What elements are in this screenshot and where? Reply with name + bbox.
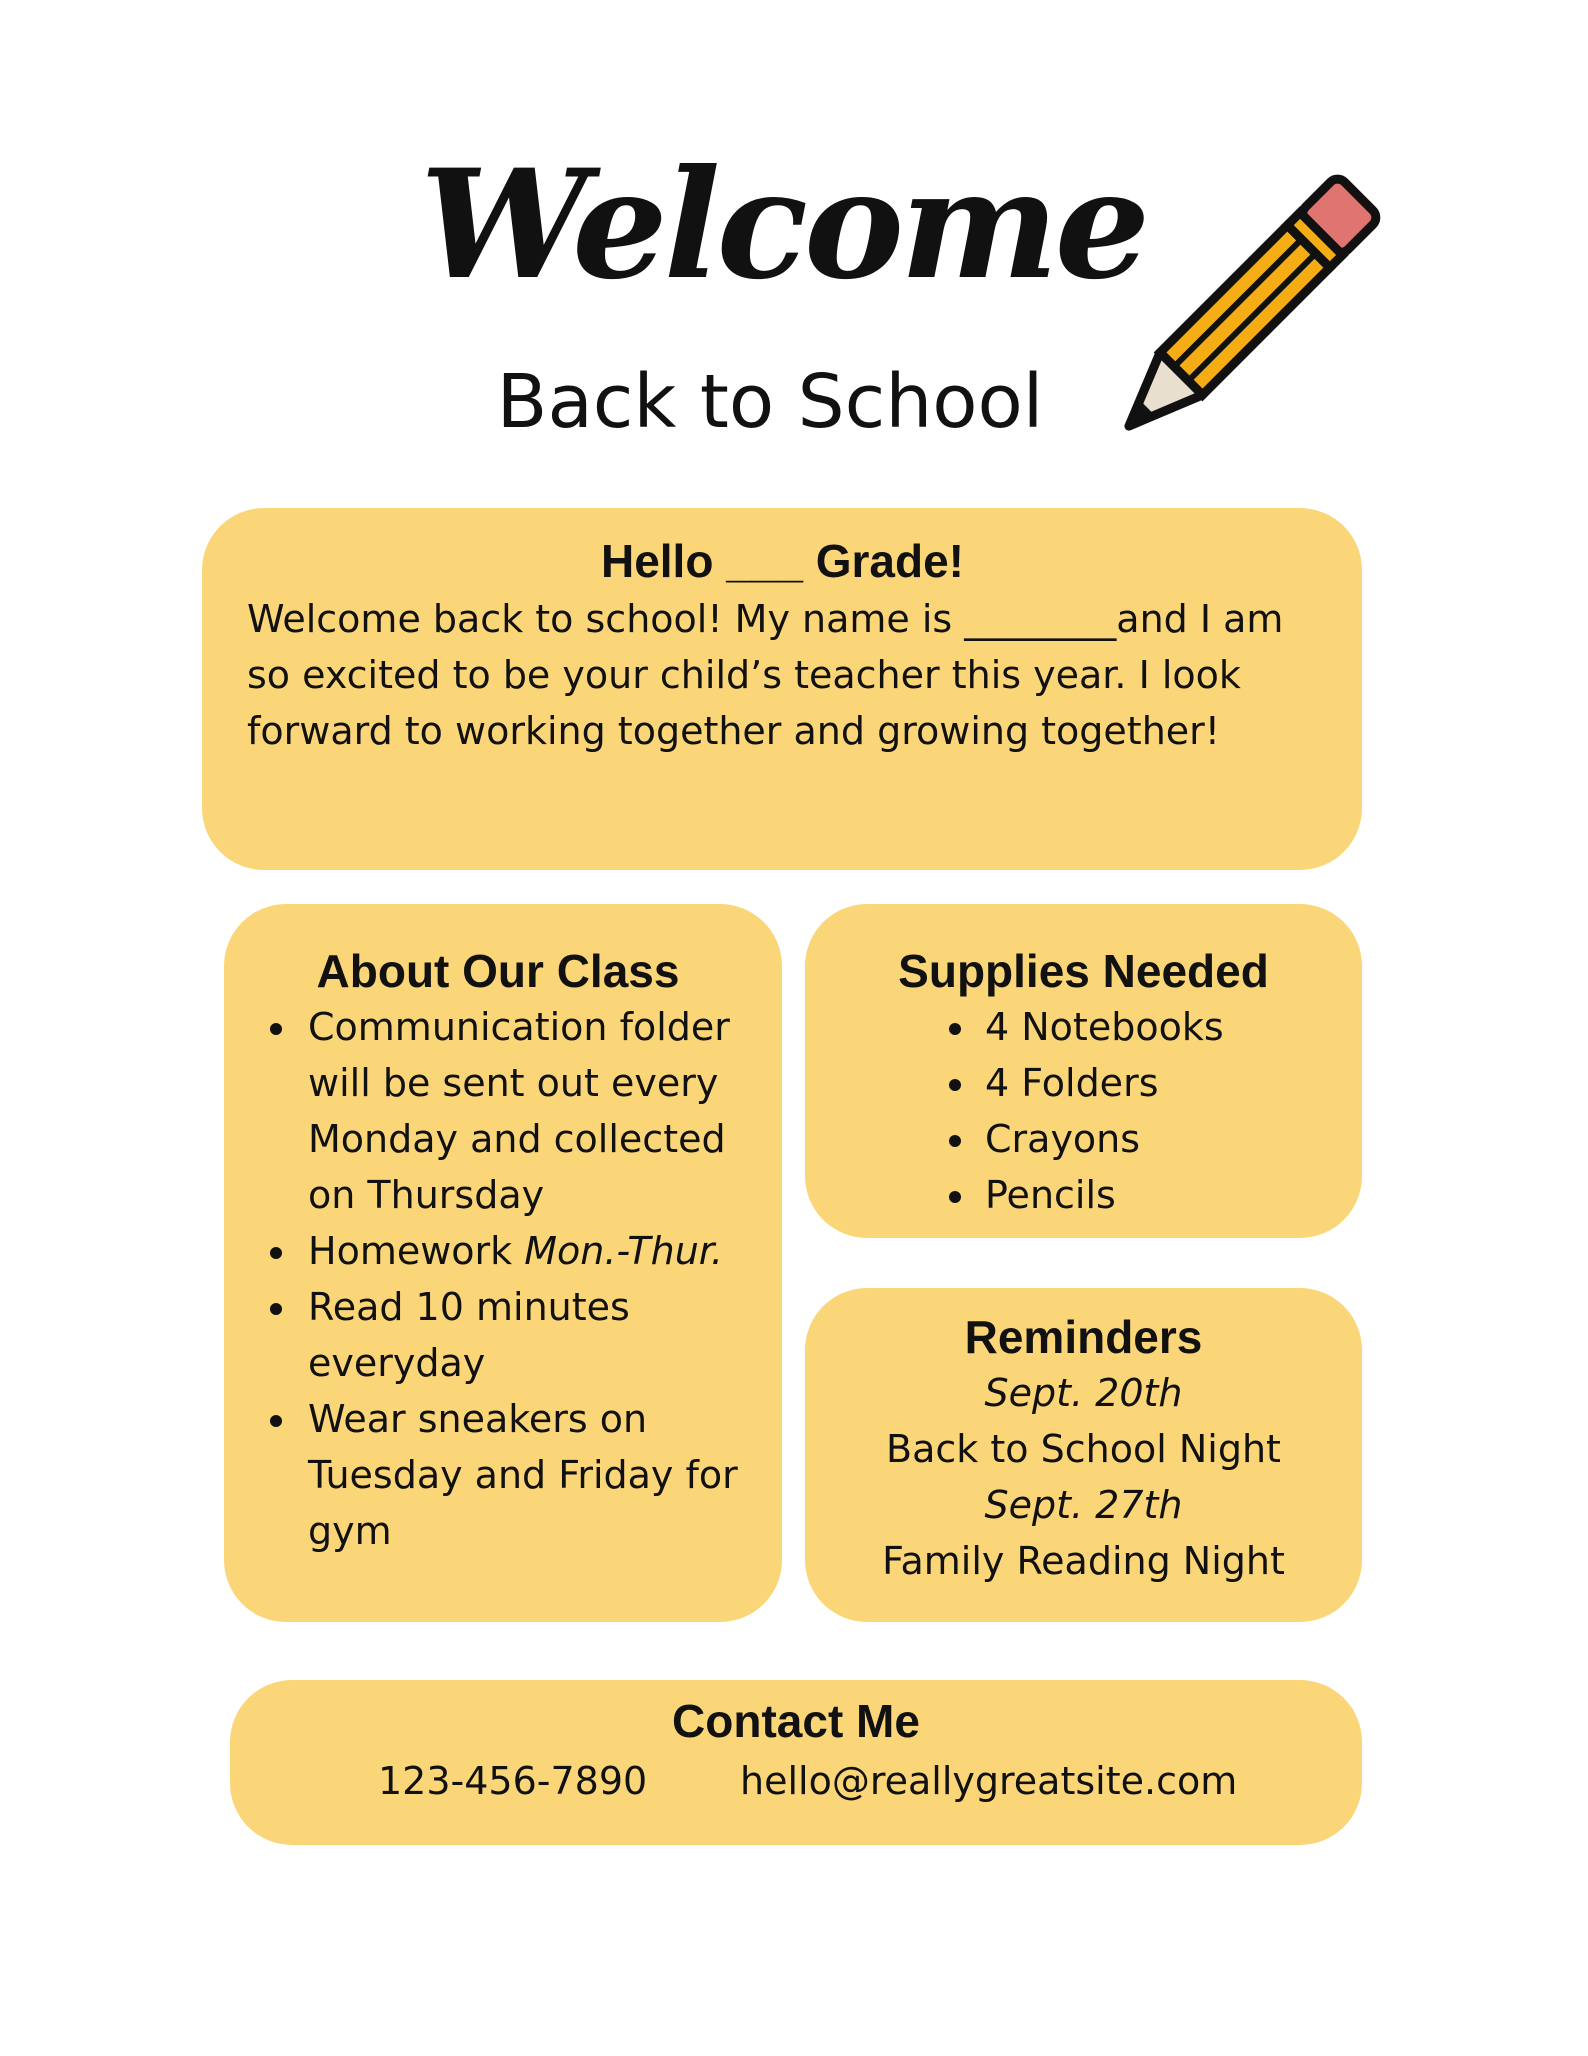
contact-heading: Contact Me: [672, 1695, 920, 1747]
hello-section: [202, 508, 1362, 870]
reminder-event: Family Reading Night: [882, 1539, 1285, 1584]
contact-email[interactable]: hello@reallygreatsite.com: [740, 1759, 1238, 1804]
page-subtitle: Back to School: [496, 359, 1044, 445]
list-item: Wear sneakers on Tuesday and Friday for gym: [308, 1391, 772, 1559]
hello-body: Welcome back to school! My name is ________and I am so excited to be your child’s teacher this year. I look forward to working together and growing together!: [247, 597, 1284, 754]
homework-label: Homework: [308, 1229, 525, 1274]
reminders-heading: Reminders: [964, 1311, 1203, 1363]
contact-details: [230, 1749, 1362, 1805]
supplies-heading: Supplies Needed: [898, 945, 1269, 997]
list-item: Crayons: [985, 1111, 1362, 1167]
about-list: [224, 999, 772, 1559]
contact-phone[interactable]: 123-456-7890: [378, 1759, 648, 1804]
about-section: [224, 904, 782, 1622]
list-item: Pencils: [985, 1167, 1362, 1223]
pencil-icon: [1085, 170, 1385, 470]
list-item: Communication folder will be sent out every Monday and collected on Thursday: [308, 999, 772, 1223]
contact-section: [230, 1680, 1362, 1845]
reminders-section: [805, 1288, 1362, 1622]
about-heading: About Our Class: [316, 945, 680, 997]
hello-heading: Hello ___ Grade!: [600, 535, 965, 587]
homework-days: Mon.-Thur.: [524, 1229, 724, 1274]
reminder-event: Back to School Night: [886, 1427, 1281, 1472]
supplies-list: [805, 999, 1362, 1223]
supplies-section: [805, 904, 1362, 1238]
list-item: 4 Folders: [985, 1055, 1362, 1111]
list-item: [308, 1223, 772, 1279]
reminder-date: Sept. 20th: [984, 1371, 1183, 1416]
list-item: 4 Notebooks: [985, 999, 1362, 1055]
page-title: Welcome: [420, 137, 1147, 313]
reminder-date: Sept. 27th: [984, 1483, 1183, 1528]
list-item: Read 10 minutes everyday: [308, 1279, 772, 1391]
